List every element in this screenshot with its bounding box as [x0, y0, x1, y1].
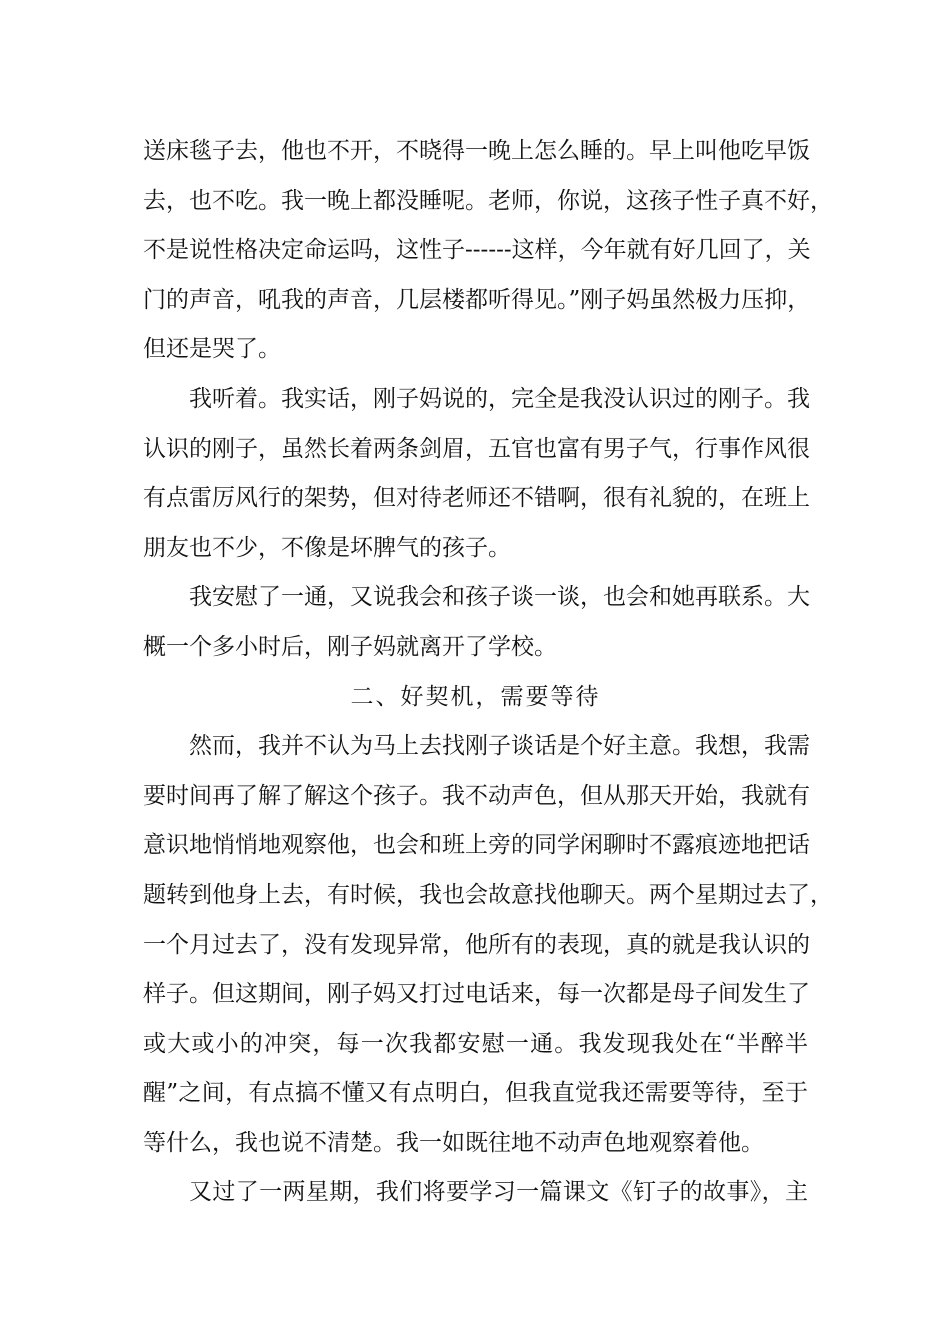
paragraph-2-line-3: 有点雷厉风行的架势，但对待老师还不错啊，很有礼貌的，在班上 — [143, 485, 810, 512]
paragraph-4-line-2: 要时间再了解了解这个孩子。我不动声色，但从那天开始，我就有 — [143, 782, 810, 809]
section-heading: 二、好契机，需要等待 — [350, 683, 601, 710]
paragraph-4-line-1: 然而，我并不认为马上去找刚子谈话是个好主意。我想，我需 — [189, 733, 810, 760]
paragraph-4-line-4: 题转到他身上去，有时候，我也会故意找他聊天。两个星期过去了， — [143, 881, 833, 908]
paragraph-2-line-4: 朋友也不少，不像是坏脾气的孩子。 — [143, 534, 511, 561]
paragraph-4-line-9: 等什么，我也说不清楚。我一如既往地不动声色地观察着他。 — [143, 1129, 764, 1156]
paragraph-1-line-3: 不是说性格决定命运吗，这性子------这样，今年就有好几回了，关 — [143, 237, 811, 264]
paragraph-2-line-2: 认识的刚子，虽然长着两条剑眉，五官也富有男子气，行事作风很 — [143, 435, 810, 462]
paragraph-4-line-8: 醒”之间，有点搞不懂又有点明白，但我直觉我还需要等待，至于 — [143, 1080, 808, 1107]
paragraph-3-line-1: 我安慰了一通，又说我会和孩子谈一谈，也会和她再联系。大 — [189, 584, 810, 611]
paragraph-4-line-6: 样子。但这期间，刚子妈又打过电话来，每一次都是母子间发生了 — [143, 981, 810, 1008]
paragraph-1-line-2: 去，也不吃。我一晚上都没睡呢。老师，你说，这孩子性子真不好， — [143, 187, 833, 214]
paragraph-3-line-2: 概一个多小时后，刚子妈就离开了学校。 — [143, 633, 557, 660]
document-body — [143, 127, 833, 1218]
paragraph-4-line-7: 或大或小的冲突，每一次我都安慰一通。我发现我处在“半醉半 — [143, 1030, 808, 1057]
paragraph-4-line-3: 意识地悄悄地观察他，也会和班上旁的同学闲聊时不露痕迹地把话 — [143, 832, 810, 859]
paragraph-1-line-4: 门的声音，吼我的声音，几层楼都听得见。”刚子妈虽然极力压抑， — [143, 286, 811, 313]
paragraph-5-line-1: 又过了一两星期，我们将要学习一篇课文《钉子的故事》，主 — [189, 1179, 808, 1206]
paragraph-4-line-5: 一个月过去了，没有发现异常，他所有的表现，真的就是我认识的 — [143, 931, 810, 958]
paragraph-1-line-1: 送床毯子去，他也不开，不晓得一晚上怎么睡的。早上叫他吃早饭 — [143, 138, 810, 164]
paragraph-1-line-5: 但还是哭了。 — [143, 336, 281, 363]
paragraph-2-line-1: 我听着。我实话，刚子妈说的，完全是我没认识过的刚子。我 — [189, 385, 810, 412]
